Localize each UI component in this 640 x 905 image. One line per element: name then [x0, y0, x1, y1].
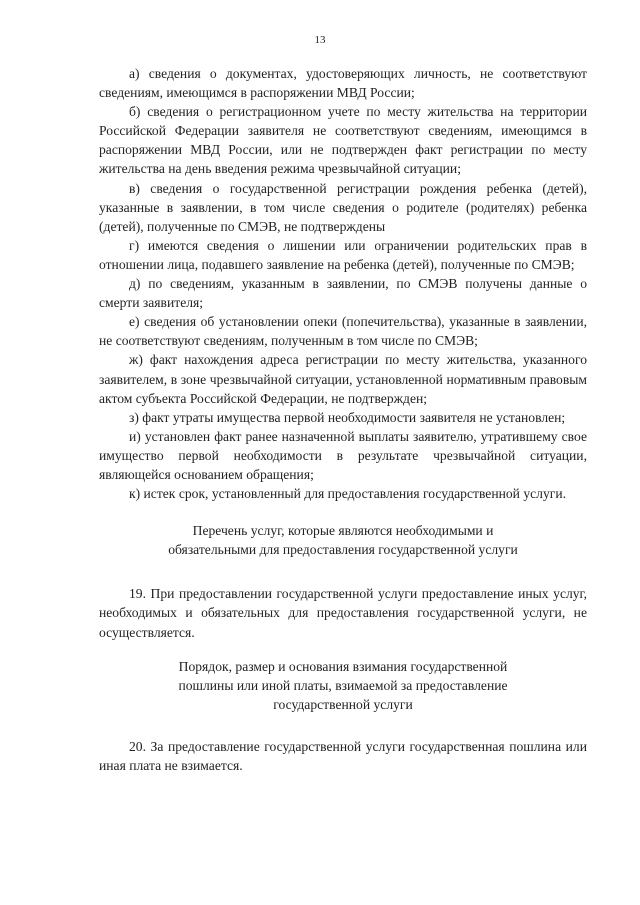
section-heading-fee [99, 657, 587, 714]
list-item-g: г) имеются сведения о лишении или ограничении родительских прав в отношении лица, подавшего заявление на ребенка (детей), полученные по СМЭВ; [99, 237, 587, 272]
heading-line: пошлины или иной платы, взимаемой за предоставление [178, 677, 508, 693]
heading-line: Порядок, размер и основания взимания государственной [178, 658, 508, 674]
heading-line: государственной услуги [273, 696, 413, 712]
heading-line: обязательными для предоставления государственной услуги [168, 542, 518, 558]
section-heading-services [99, 521, 587, 559]
list-item-a: а) сведения о документах, удостоверяющих личность, не соответствуют сведениям, имеющимся в распоряжении МВД России; [99, 66, 587, 101]
heading-line: Перечень услуг, которые являются необходимыми и [192, 523, 494, 539]
document-body [99, 64, 587, 775]
paragraph-19: 19. При предоставлении государственной услуги предоставление иных услуг, необходимых и обязательных для предоставления государственной услуги, не осуществляется. [99, 586, 587, 640]
list-item-i: и) установлен факт ранее назначенной выплаты заявителю, утратившему свое имущество первой необходимости в результате чрезвычайной ситуации, являющейся основанием обращения; [99, 428, 587, 482]
list-item-e: е) сведения об установлении опеки (попечительства), указанные в заявлении, не соответствуют сведениям, полученным в том числе по СМЭВ; [99, 314, 587, 349]
paragraph-20: 20. За предоставление государственной услуги государственная пошлина или иная плата не взимается. [99, 738, 587, 773]
page-number: 13 [314, 34, 326, 46]
list-item-zh: ж) факт нахождения адреса регистрации по месту жительства, указанного заявителем, в зоне чрезвычайной ситуации, установленной нормативным правовым актом субъекта Российской Федерации, не подтвержден; [99, 352, 587, 406]
list-item-d: д) по сведениям, указанным в заявлении, по СМЭВ получены данные о смерти заявителя; [99, 276, 587, 311]
list-item-v: в) сведения о государственной регистрации рождения ребенка (детей), указанные в заявлении, в том числе сведения о родителе (родителях) ребенка (детей), полученные по СМЭВ, не подтверждены [99, 180, 587, 234]
list-item-z: з) факт утраты имущества первой необходимости заявителя не установлен; [129, 409, 566, 425]
list-item-b: б) сведения о регистрационном учете по месту жительства на территории Российской Федерации заявителя не соответствуют сведениям, имеющимся в распоряжении МВД России, или не подтвержден факт регистрации по месту жительства на день введения режима чрезвычайной ситуации; [99, 104, 587, 177]
list-item-k: к) истек срок, установленный для предоставления государственной услуги. [129, 486, 566, 502]
